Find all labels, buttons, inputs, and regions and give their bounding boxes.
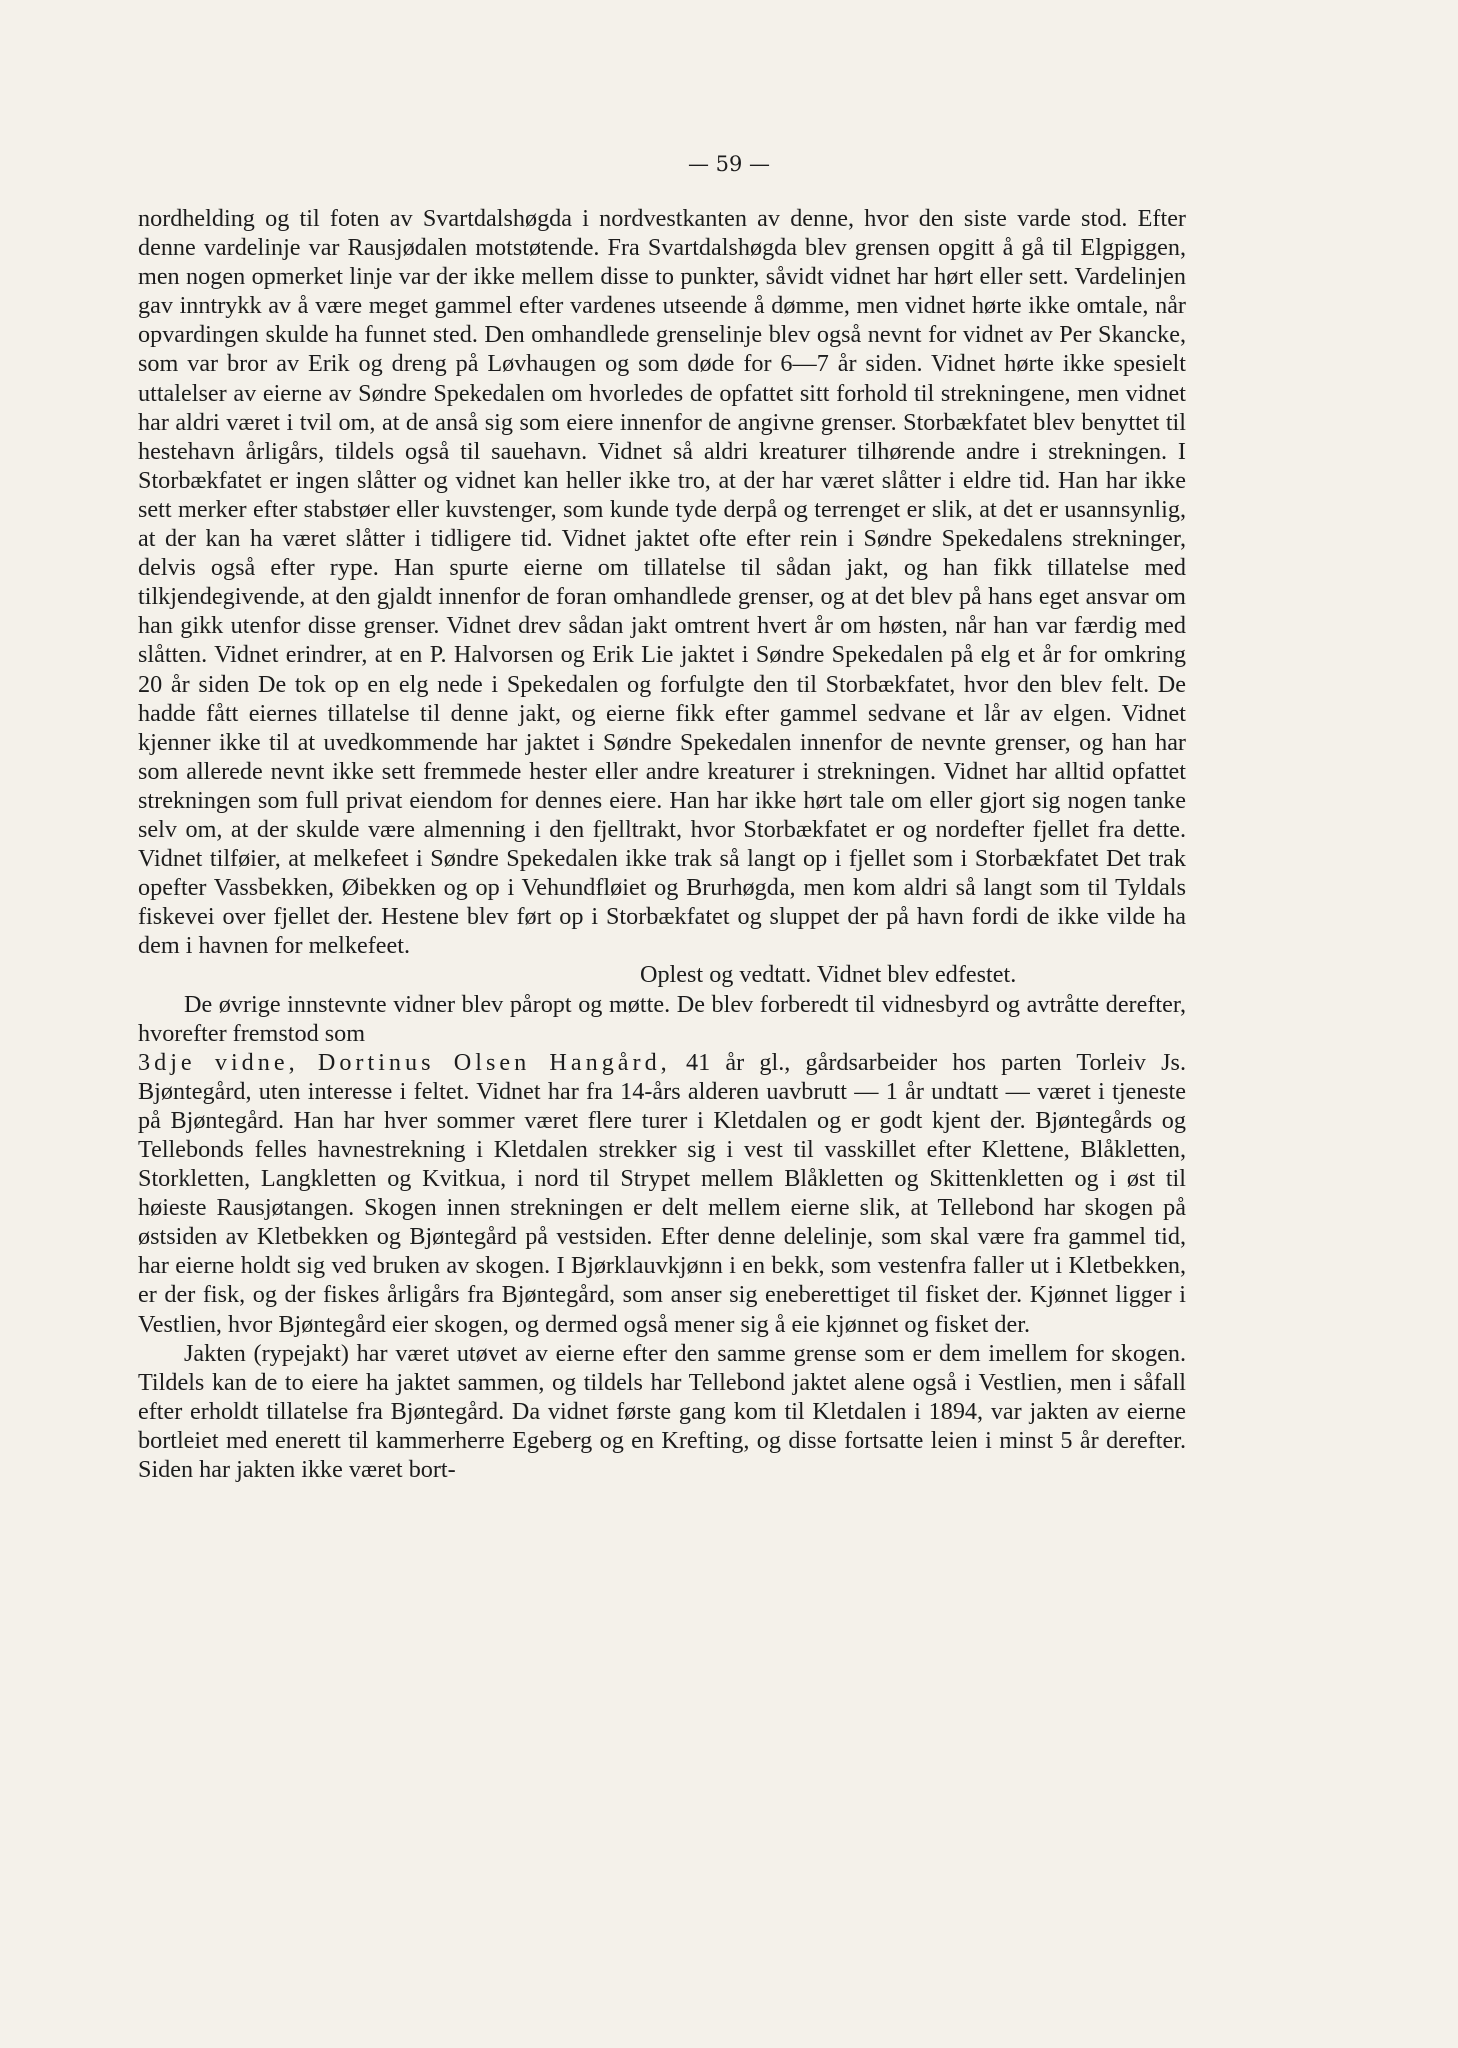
document-body <box>138 204 1186 1484</box>
paragraph-hunting: Jakten (rypejakt) har været utøvet av eierne efter den samme grense som er dem imellem for skogen. Tildels kan de to eiere ha jaktet sammen, og tildels har Tellebond jaktet alene også i Vestlien, men i såfall efter erholdt tillatelse fra Bjøntegård. Da vidnet første gang kom til Kletdalen i 1894, var jakten av eierne bortleiet med enerett til kammerherre Egeberg og en Krefting, og disse fortsatte leien i minst 5 år derefter. Siden har jakten ikke været bort- <box>138 1339 1186 1484</box>
paragraph-testimony: nordhelding og til foten av Svartdalshøgda i nordvestkanten av denne, hvor den siste varde stod. Efter denne vardelinje var Rausjødalen motstøtende. Fra Svartdalshøgda blev grensen opgitt å gå til Elgpiggen, men nogen opmerket linje var der ikke mellem disse to punkter, såvidt vidnet har hørt eller sett. Vardelinjen gav inntrykk av å være meget gammel efter vardenes utseende å dømme, men vidnet hørte ikke omtale, når opvardingen skulde ha funnet sted. Den omhandlede grenselinje blev også nevnt for vidnet av Per Skancke, som var bror av Erik og dreng på Løvhaugen og som døde for 6—7 år siden. Vidnet hørte ikke spesielt uttalelser av eierne av Søndre Spekedalen om hvorledes de opfattet sitt forhold til strekningene, men vidnet har aldri været i tvil om, at de anså sig som eiere innenfor de angivne grenser. Storbækfatet blev benyttet til hestehavn årligårs, tildels også til sauehavn. Vidnet så aldri kreaturer tilhørende andre i strekningen. I Storbækfatet er ingen slåtter og vidnet kan heller ikke tro, at der har været slåtter i eldre tid. Han har ikke sett merker efter stabstøer eller kuvstenger, som kunde tyde derpå og terrenget er slik, at det er usannsynlig, at der kan ha været slåtter i tidligere tid. Vidnet jaktet ofte efter rein i Søndre Spekedalens strekninger, delvis også efter rype. Han spurte eierne om tillatelse til sådan jakt, og han fikk tillatelse med tilkjendegivende, at den gjaldt innenfor de foran omhandlede grenser, og at det blev på hans eget ansvar om han gikk utenfor disse grenser. Vidnet drev sådan jakt omtrent hvert år om høsten, når han var færdig med slåtten. Vidnet erindrer, at en P. Halvorsen og Erik Lie jaktet i Søndre Spekedalen på elg et år for omkring 20 år siden De tok op en elg nede i Spekedalen og forfulgte den til Storbækfatet, hvor den blev felt. De hadde fått eiernes tillatelse til denne jakt, og eierne fikk efter gammel sedvane et lår av elgen. Vidnet kjenner ikke til at uvedkommende har jaktet i Søndre Spekedalen innenfor de nevnte grenser, og han har som allerede nevnt ikke sett fremmede hester eller andre kreaturer i strekningen. Vidnet har alltid opfattet strekningen som full privat eiendom for dennes eiere. Han har ikke hørt tale om eller gjort sig nogen tanke selv om, at der skulde være almenning i den fjelltrakt, hvor Storbækfatet er og nordefter fjellet fra dette. Vidnet tilføier, at melkefeet i Søndre Spekedalen ikke trak så langt op i fjellet som i Storbækfatet Det trak opefter Vassbekken, Øibekken og op i Vehundfløiet og Brurhøgda, men kom aldri så langt som til Tyldals fiskevei over fjellet der. Hestene blev ført op i Storbækfatet og sluppet der på havn fordi de ikke vilde ha dem i havnen for melkefeet. <box>138 205 1186 960</box>
page-number: — 59 — <box>687 152 771 176</box>
witness-heading: 3dje vidne, Dortinus Olsen Hangård, <box>138 1048 671 1076</box>
third-witness-text: 41 år gl., gårdsarbeider hos parten Torleiv Js. Bjøntegård, uten interesse i feltet. Vidnet har fra 14-års alderen uavbrutt — 1 år undtatt — været i tjeneste på Bjøntegård. Han har hver sommer været flere turer i Kletdalen og er godt kjent der. Bjøntegårds og Tellebonds felles havnestrekning i Kletdalen strekker sig i vest til vasskillet efter Klettene, Blåkletten, Storkletten, Langkletten og Kvitkua, i nord til Strypet mellem Blåkletten og Skittenkletten og i øst til høieste Rausjøtangen. Skogen innen strekningen er delt mellem eierne slik, at Tellebond har skogen på østsiden av Kletbekken og Bjøntegård på vestsiden. Efter denne delelinje, som skal være fra gammel tid, har eierne holdt sig ved bruken av skogen. I Bjørklauvkjønn i en bekk, som vestenfra faller ut i Kletbekken, er der fisk, og der fiskes årligårs fra Bjøntegård, som anser sig eneberettiget til fisket der. Kjønnet ligger i Vestlien, hvor Bjøntegård eier skogen, og dermed også mener sig å eie kjønnet og fisket der. <box>138 1048 1186 1338</box>
paragraph-third-witness <box>138 1048 1186 1339</box>
paragraph-witnesses-called: De øvrige innstevnte vidner blev påropt og møtte. De blev forberedt til vidnesbyrd og avtråtte derefter, hvorefter fremstod som <box>138 990 1186 1047</box>
read-approved-line: Oplest og vedtatt. Vidnet blev edfestet. <box>640 961 1017 989</box>
